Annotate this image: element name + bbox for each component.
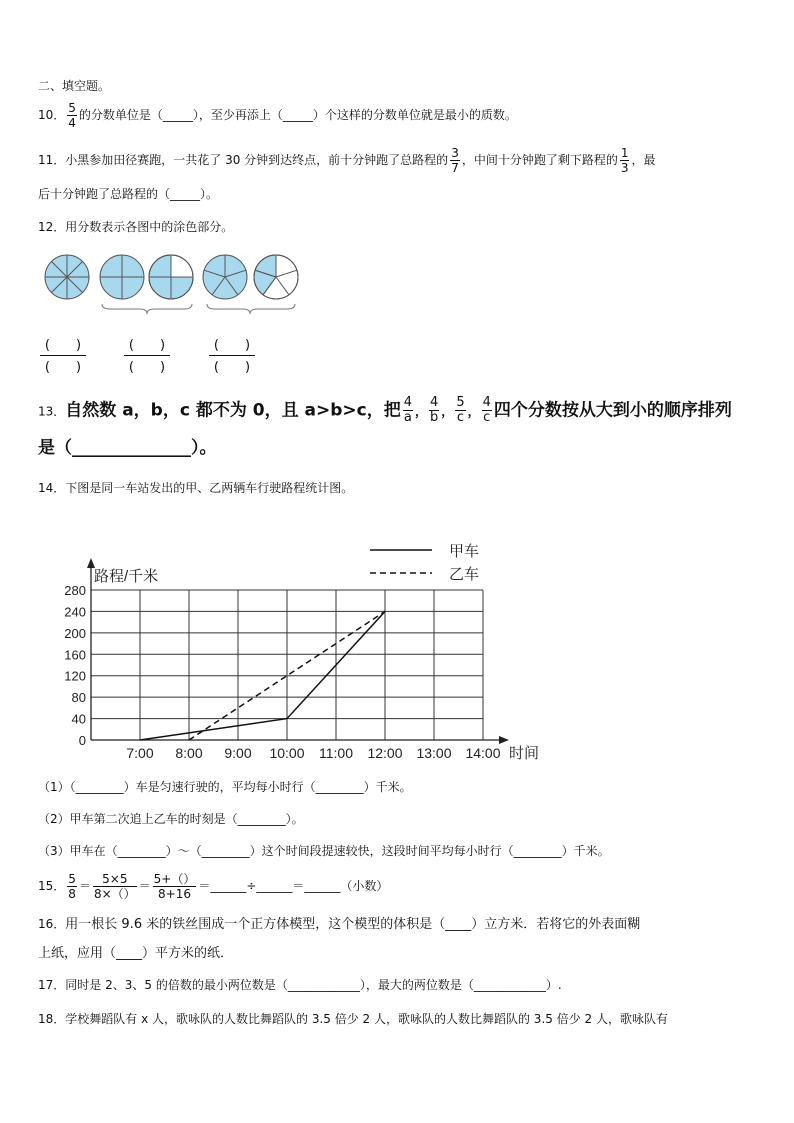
question-number: 13． bbox=[38, 404, 66, 419]
question-14 bbox=[38, 480, 353, 496]
numerator: 5 bbox=[68, 872, 76, 886]
circle-eighths-icon bbox=[45, 255, 89, 299]
denominator: c bbox=[456, 410, 465, 425]
x-tick-label: 14:00 bbox=[465, 745, 501, 761]
legend-label: 甲车 bbox=[449, 543, 480, 560]
question-text: 同时是 2、3、5 的倍数的最小两位数是（____________），最大的两位数是（____________）. bbox=[65, 978, 562, 992]
question-number: 11． bbox=[38, 153, 66, 167]
numerator: 5 bbox=[68, 101, 76, 115]
x-tick-label: 12:00 bbox=[367, 745, 403, 761]
numerator: 5×5 bbox=[93, 872, 137, 887]
denominator-blank[interactable]: ( ) bbox=[44, 360, 82, 375]
numerator-blank[interactable]: ( ) bbox=[124, 334, 170, 356]
question-text: 学校舞蹈队有 x 人，歌咏队的人数比舞蹈队的 3.5 倍少 2 人，歌咏队的人数比舞蹈队的 3.5 倍少 2 人，歌咏队有 bbox=[65, 1012, 668, 1026]
denominator: c bbox=[483, 410, 491, 425]
x-axis-arrow-icon bbox=[499, 736, 509, 744]
question-16-line2: 上纸，应用（____）平方米的纸． bbox=[38, 946, 234, 961]
numerator: 1 bbox=[620, 146, 629, 160]
fraction bbox=[429, 396, 439, 425]
question-17 bbox=[38, 977, 562, 993]
question-13-line2: 是（______________）。 bbox=[38, 438, 217, 458]
fraction bbox=[455, 396, 465, 425]
question-text: 用分数表示各图中的涂色部分。 bbox=[65, 220, 234, 234]
denominator: 8+16 bbox=[158, 887, 191, 901]
fraction bbox=[450, 146, 460, 175]
x-tick-label: 13:00 bbox=[416, 745, 452, 761]
x-tick-label: 9:00 bbox=[224, 745, 252, 761]
question-text: 下图是同一车站发出的甲、乙两辆车行驶路程统计图。 bbox=[65, 481, 354, 495]
y-tick-label: 280 bbox=[64, 583, 86, 598]
y-tick-label: 0 bbox=[78, 733, 86, 748]
y-tick-label: 240 bbox=[64, 604, 86, 620]
x-axis-label: 时间 bbox=[509, 745, 540, 762]
denominator-blank[interactable]: ( ) bbox=[128, 360, 166, 375]
comma: ， bbox=[467, 404, 480, 419]
question-text: 自然数 a，b，c 都不为 0，且 a>b>c，把 bbox=[65, 400, 401, 421]
question-number: 10． bbox=[38, 108, 66, 122]
y-tick-label: 200 bbox=[64, 625, 86, 641]
question-15 bbox=[38, 870, 388, 902]
question-11-line2: 后十分钟跑了总路程的（_____）。 bbox=[38, 187, 219, 201]
circle-quarters-partial-icon bbox=[149, 255, 193, 299]
question-13 bbox=[38, 396, 732, 425]
numerator: 4 bbox=[430, 395, 439, 410]
numerator: 4 bbox=[403, 395, 412, 410]
circle-fifths-full-icon bbox=[203, 255, 247, 299]
question-text: 四个分数按从大到小的顺序排列 bbox=[493, 400, 732, 421]
fraction bbox=[403, 396, 413, 425]
brace-icon bbox=[207, 304, 295, 314]
question-text: ______÷______＝______（小数） bbox=[210, 879, 389, 893]
fraction bbox=[93, 872, 137, 901]
denominator: 3 bbox=[620, 161, 629, 175]
fraction bbox=[620, 146, 630, 175]
fraction bbox=[482, 396, 492, 425]
question-number: 14． bbox=[38, 481, 66, 495]
denominator: a bbox=[403, 410, 412, 425]
question-14-sub3: （3）甲车在（________）～（________）这个时间段提速较快，这段时间平均每小时行（________）千米。 bbox=[38, 844, 610, 858]
question-text: 用一根长 9.6 米的铁丝围成一个正方体模型，这个模型的体积是（____）立方米．若将它的外表面糊 bbox=[65, 917, 641, 932]
numerator: 4 bbox=[482, 395, 491, 410]
question-number: 12． bbox=[38, 220, 66, 234]
equals-sign: ＝ bbox=[198, 879, 211, 893]
question-12 bbox=[38, 219, 233, 235]
numerator-blank[interactable]: ( ) bbox=[40, 334, 86, 356]
question-14-sub1: （1）（________）车是匀速行驶的，平均每小时行（________）千米。 bbox=[38, 780, 412, 794]
question-18 bbox=[38, 1011, 668, 1027]
numerator: 5 bbox=[456, 395, 465, 410]
question-text: ，中间十分钟跑了剩下路程的 bbox=[461, 153, 618, 167]
y-tick-label: 80 bbox=[71, 690, 86, 706]
denominator-blank[interactable]: ( ) bbox=[213, 360, 251, 375]
brace-icon bbox=[102, 304, 192, 314]
numerator-blank[interactable]: ( ) bbox=[209, 334, 255, 356]
denominator: b bbox=[430, 410, 439, 425]
y-tick-label: 160 bbox=[64, 647, 86, 663]
denominator: 8×（） bbox=[93, 887, 136, 901]
denominator: 8 bbox=[68, 887, 76, 901]
question-number: 16． bbox=[38, 917, 66, 931]
fraction-circles-figure bbox=[0, 240, 794, 320]
fraction bbox=[67, 872, 77, 901]
question-16 bbox=[38, 916, 640, 933]
y-tick-label: 40 bbox=[71, 711, 86, 727]
answer-fraction-blank[interactable] bbox=[124, 334, 170, 375]
question-text: 小黑参加田径赛跑，一共花了 30 分钟到达终点，前十分钟跑了总路程的 bbox=[65, 153, 449, 167]
x-tick-label: 10:00 bbox=[269, 745, 305, 761]
circle-quarters-full-icon bbox=[100, 255, 144, 299]
answer-fraction-blank[interactable] bbox=[40, 334, 86, 375]
question-number: 18． bbox=[38, 1012, 66, 1026]
comma: ， bbox=[441, 404, 454, 419]
x-tick-label: 8:00 bbox=[175, 745, 203, 761]
question-14-sub2: （2）甲车第二次追上乙车的时刻是（________）。 bbox=[38, 812, 304, 826]
distance-time-chart bbox=[0, 530, 794, 770]
circle-fifths-partial-icon bbox=[254, 255, 298, 299]
legend-label: 乙车 bbox=[449, 566, 480, 583]
answer-fraction-blank[interactable] bbox=[209, 334, 255, 375]
fraction bbox=[153, 872, 197, 901]
question-text: 的分数单位是（_____），至少再添上（_____）个这样的分数单位就是最小的质数。 bbox=[78, 108, 517, 122]
equals-sign: ＝ bbox=[138, 879, 151, 893]
denominator: 4 bbox=[68, 116, 76, 130]
denominator: 7 bbox=[451, 161, 459, 175]
y-tick-label: 120 bbox=[64, 668, 86, 684]
numerator: 3 bbox=[451, 146, 459, 160]
numerator: 5+（） bbox=[153, 872, 196, 886]
question-number: 17． bbox=[38, 978, 66, 992]
comma: ， bbox=[415, 404, 428, 419]
fraction bbox=[67, 101, 77, 130]
question-text: ，最 bbox=[631, 153, 656, 167]
section-title: 二、填空题。 bbox=[38, 79, 111, 93]
question-11 bbox=[38, 146, 656, 175]
question-number: 15． bbox=[38, 879, 66, 893]
x-tick-label: 11:00 bbox=[319, 745, 353, 761]
equals-sign: ＝ bbox=[78, 879, 91, 893]
x-tick-label: 7:00 bbox=[126, 745, 154, 761]
question-10 bbox=[38, 101, 517, 130]
y-axis-label: 路程/千米 bbox=[94, 568, 159, 585]
y-axis-arrow-icon bbox=[87, 558, 95, 568]
